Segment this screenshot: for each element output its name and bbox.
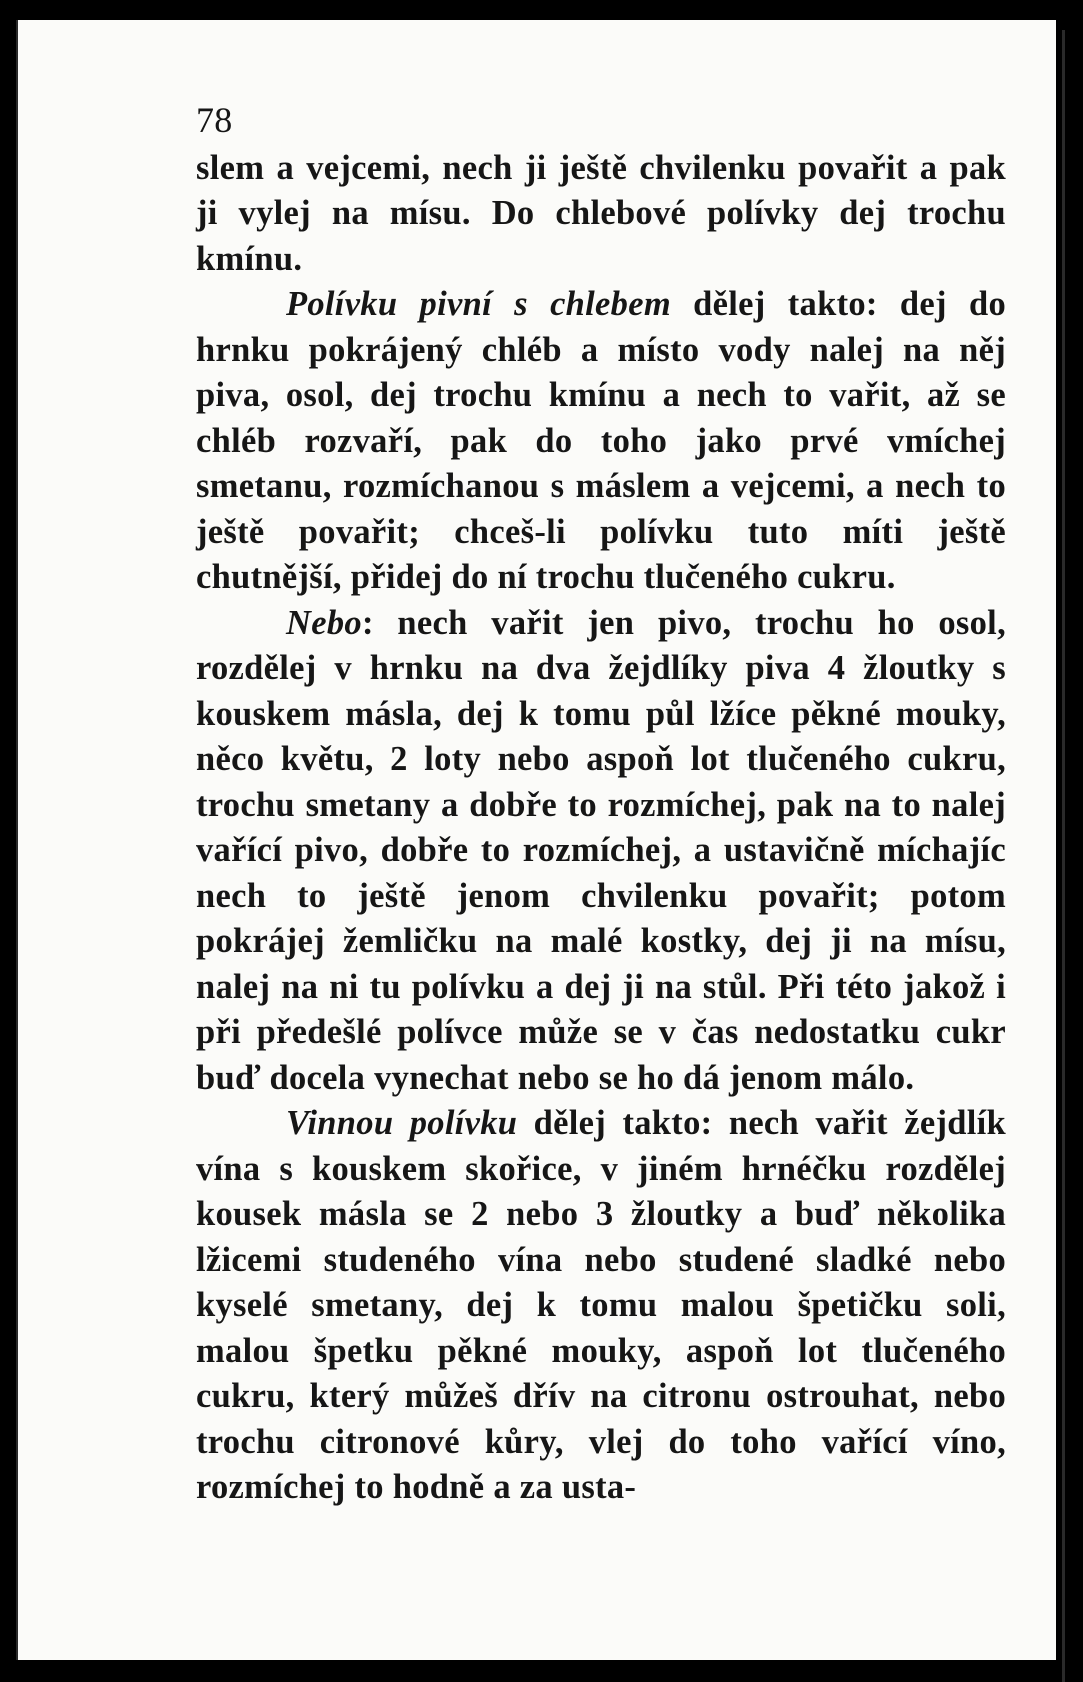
paragraph-4 bbox=[196, 1101, 1006, 1511]
paragraph-3-text: : nech vařit jen pivo, trochu ho osol, rozdělej v hrnku na dva žejdlíky piva 4 žloutky s kouskem másla, dej k tomu půl lžíce pěkné mouky, něco květu, 2 loty nebo aspoň lot tlučeného cukru, trochu smetany a dobře to rozmíchej, pak na to nalej vařící pivo, dobře to rozmíchej, a ustavičně míchajíc nech to ještě jenom chvilenku povařit; potom pokrájej žemličku na malé kostky, dej ji na mísu, nalej na ni tu polívku a dej ji na stůl. Při této jakož i při předešlé polívce může se v čas nedostatku cukr buď docela vynechat nebo se ho dá jenom málo. bbox=[196, 603, 1006, 1097]
paragraph-1 bbox=[196, 146, 1006, 283]
page-left-edge bbox=[16, 20, 18, 1660]
paragraph-3 bbox=[196, 601, 1006, 1102]
paragraph-4-lead-in: Vinnou polívku bbox=[286, 1104, 518, 1142]
page-right-edge bbox=[1062, 30, 1065, 1682]
book-page bbox=[16, 20, 1056, 1660]
page-text-block bbox=[196, 98, 1006, 1511]
paragraph-2-text: dělej takto: dej do hrnku pokrájený chléb a místo vody nalej na něj piva, osol, dej trochu kmínu a nech to vařit, až se chléb rozvaří, pak do toho jako prvé vmíchej smetanu, rozmíchanou s máslem a vejcemi, a nech to ještě povařit; chceš-li polívku tuto míti ještě chutnější, přidej do ní trochu tlučeného cukru. bbox=[196, 285, 1006, 596]
page-number: 78 bbox=[196, 100, 233, 140]
paragraph-2 bbox=[196, 282, 1006, 601]
paragraph-1-text: slem a vejcemi, nech ji ještě chvilenku povařit a pak ji vylej na mísu. Do chlebové polívky dej trochu kmínu. bbox=[196, 148, 1006, 278]
paragraph-2-lead-in: Polívku pivní s chlebem bbox=[286, 285, 671, 323]
paragraph-4-text: dělej takto: nech vařit žejdlík vína s kouskem skořice, v jiném hrnéčku rozdělej kousek másla se 2 nebo 3 žloutky a buď několika lžicemi studeného vína nebo studené sladké nebo kyselé smetany, dej k tomu malou špetičku soli, malou špetku pěkné mouky, aspoň lot tlučeného cukru, který můžeš dřív na citronu ostrouhat, nebo trochu citronové kůry, vlej do toho vařící víno, rozmíchej to hodně a za usta- bbox=[196, 1104, 1007, 1506]
paragraph-3-lead-in: Nebo bbox=[286, 603, 362, 642]
